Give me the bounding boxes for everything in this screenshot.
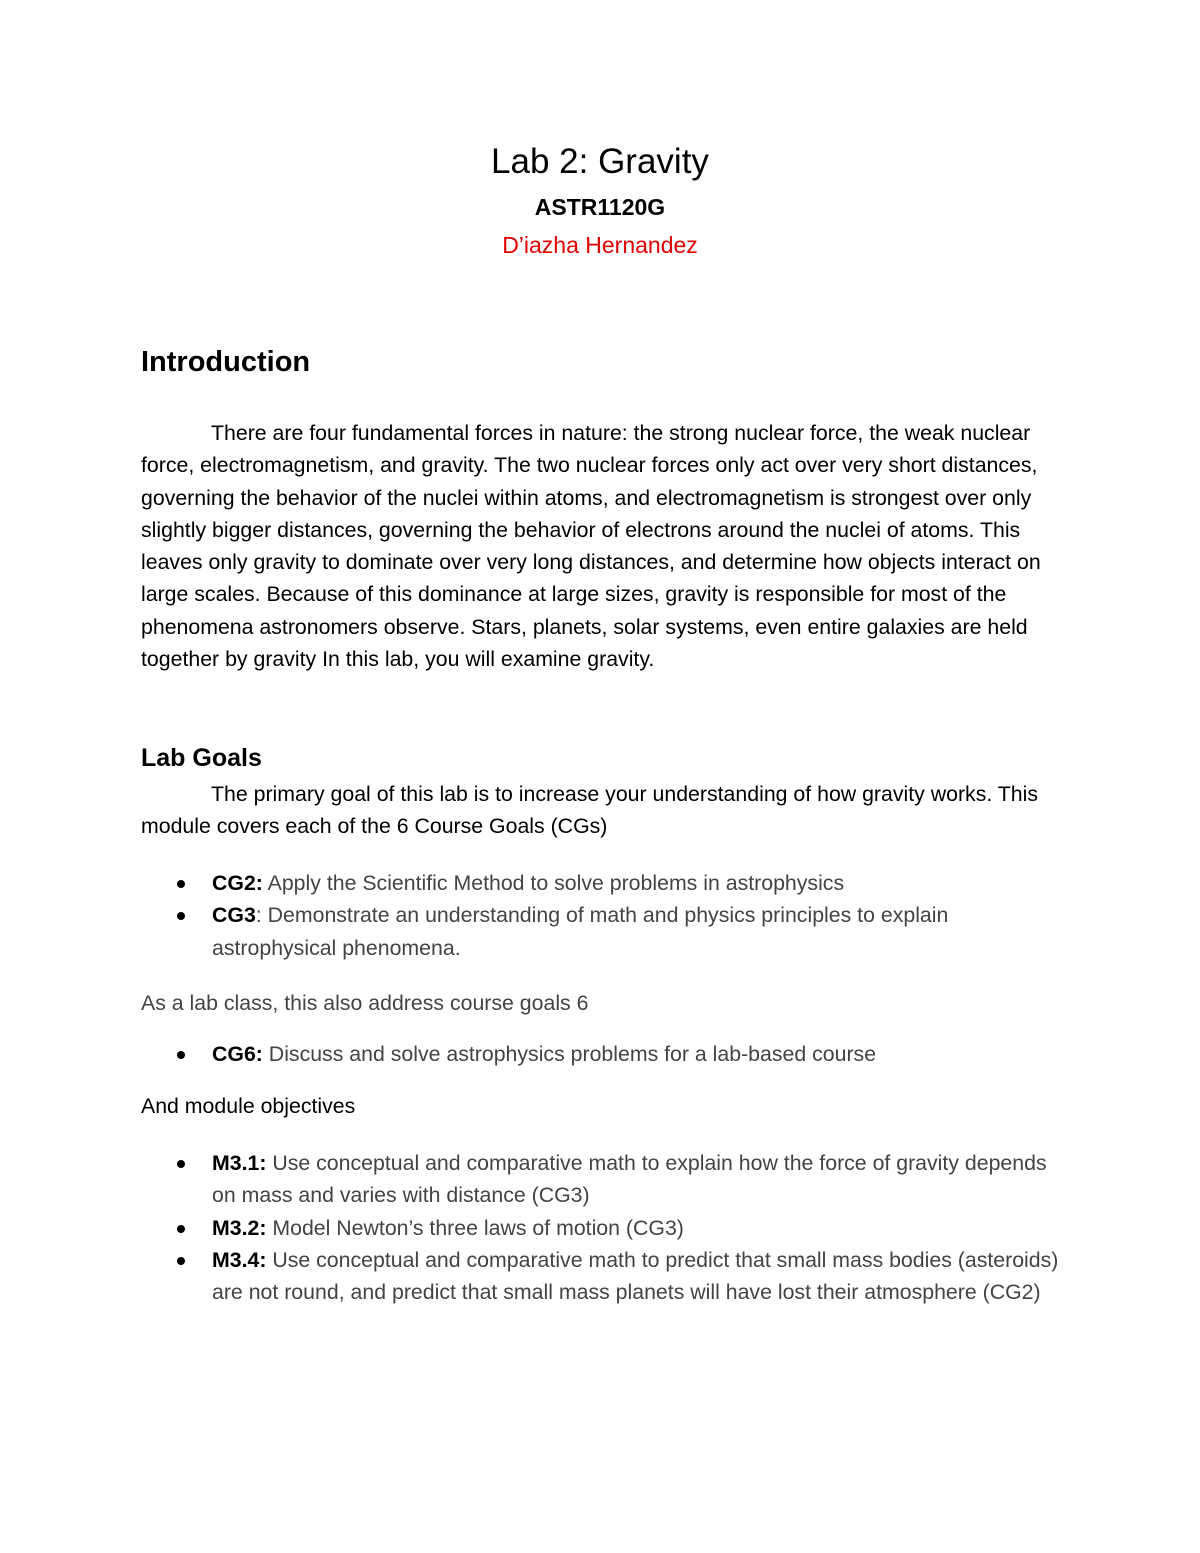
lab-class-goals-list: [141, 1038, 1061, 1070]
bullet-icon: [177, 1257, 185, 1265]
list-item-m3-2: [141, 1212, 1061, 1244]
bullet-icon: [177, 912, 185, 920]
objective-label: M3.4:: [212, 1247, 267, 1272]
bullet-icon: [177, 1160, 185, 1168]
goal-label: CG3: [212, 903, 256, 928]
objective-label: M3.2:: [212, 1215, 267, 1240]
author-name: D’iazha Hernandez: [502, 232, 698, 258]
module-objectives-list: [141, 1147, 1061, 1308]
objective-text: Use conceptual and comparative math to predict that small mass bodies (asteroids) are not round, and predict that small mass planets will have lost their atmosphere (CG2): [212, 1247, 1059, 1305]
objective-text: Model Newton’s three laws of motion (CG3): [266, 1215, 684, 1240]
list-item-cg6: [141, 1038, 1061, 1070]
lab-goals-paragraph: [141, 778, 1061, 843]
course-goals-list: [141, 867, 1061, 964]
bullet-icon: [177, 1051, 185, 1059]
introduction-heading: Introduction: [141, 346, 311, 378]
objective-label: M3.1:: [212, 1151, 267, 1175]
goal-label: CG6:: [212, 1042, 263, 1066]
bullet-icon: [177, 1225, 185, 1233]
list-item-m3-4: [141, 1244, 1061, 1309]
goal-text: : Demonstrate an understanding of math and physics principles to explain astrophysical phenomena.: [212, 903, 949, 960]
goal-text: Apply the Scientific Method to solve problems in astrophysics: [262, 871, 845, 895]
module-objectives-text: And module objectives: [141, 1094, 356, 1118]
list-item-cg2: [141, 867, 1061, 899]
list-item-cg3: [141, 899, 1061, 964]
introduction-text: There are four fundamental forces in nature: the strong nuclear force, the weak nuclear force, electromagnetism, and gravity. The two nuclear forces only act over very short distances, governing the behavior of the nuclei within atoms, and electromagnetism is strongest over only slightly bigger distances, governing the behavior of electrons around the nuclei of atoms. This leaves only gravity to dominate over very long distances, and determine how objects interact on large scales. Because of this dominance at large sizes, gravity is responsible for most of the phenomena astronomers observe. Stars, planets, solar systems, even entire galaxies are held together by gravity In this lab, you will examine gravity.: [141, 421, 1041, 672]
goal-label: CG2:: [212, 871, 263, 895]
lab-class-text: As a lab class, this also address course goals 6: [141, 991, 589, 1015]
document-title: Lab 2: Gravity: [491, 142, 709, 181]
list-item-m3-1: [141, 1147, 1061, 1212]
course-code: ASTR1120G: [534, 194, 666, 220]
lab-goals-heading: Lab Goals: [141, 744, 262, 772]
introduction-paragraph: [141, 417, 1061, 675]
bullet-icon: [177, 880, 185, 888]
objective-text: Use conceptual and comparative math to explain how the force of gravity depends on mass and varies with distance (CG3): [212, 1151, 1047, 1208]
lab-goals-text: The primary goal of this lab is to increase your understanding of how gravity works. This module covers each of the 6 Course Goals (CGs): [141, 782, 1039, 839]
goal-text: Discuss and solve astrophysics problems for a lab-based course: [262, 1042, 877, 1066]
